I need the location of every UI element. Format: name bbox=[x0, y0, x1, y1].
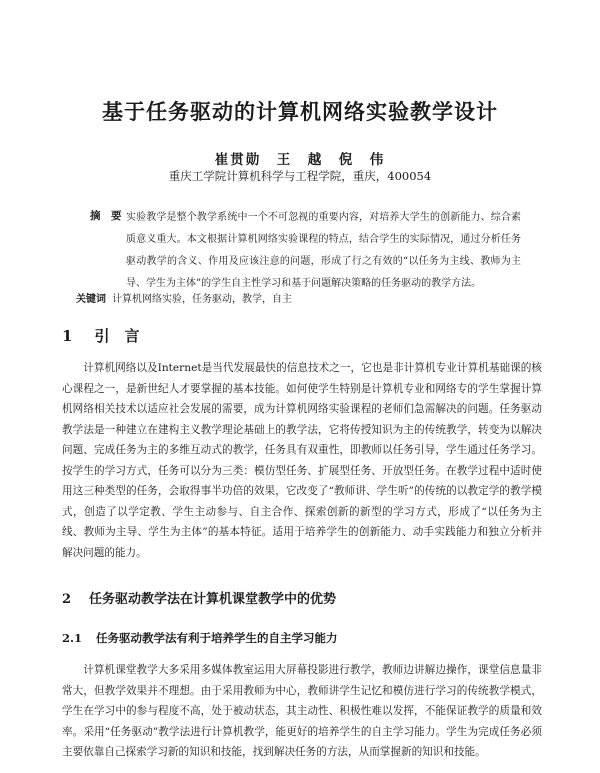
introduction-paragraph: 计算机网络以及Internet是当代发展最快的信息技术之一，它也是非计算机专业计算机基础课的核心课程之一，是新世纪人才要掌握的基本技能。如何使学生特别是计算机专业和网络专的学生掌握计算机网络相关技术以适应社会发展的需要，成为计算机网络实验课程的老师们急需解决的问题。任务驱动教学法是一种建立在建构主义教学理论基础上的教学法，它将传授知识为主的传统教学，转变为以解决问题、完成任务为主的多维互动式的教学，任务具有双重性，即教师以任务引导，学生通过任务学习。按学生的学习方式，任务可以分为三类：模仿型任务、扩展型任务、开放型任务。在教学过程中适时使用这三种类型的任务，会取得事半功倍的效果，它改变了“教师讲、学生听”的传统的以教定学的教学模式，创造了以学定教、学生主动参与、自主合作、探索创新的新型的学习方式，形成了“以任务为主线、教师为主导、学生为主体”的基本特征。适用于培养学生的创新能力、动手实践能力和独立分析并解决问题的能力。 bbox=[62, 362, 542, 559]
keywords-text: 计算机网络实验，任务驱动，教学，自主 bbox=[112, 294, 292, 305]
subsection-title: 任务驱动教学法有利于培养学生的自主学习能力 bbox=[96, 631, 338, 645]
paper-title: 基于任务驱动的计算机网络实验教学设计 bbox=[102, 100, 498, 124]
subsection-number: 2.1 bbox=[62, 631, 83, 645]
abstract-label: 摘 要 bbox=[90, 210, 122, 222]
subsection-heading-autonomy bbox=[62, 630, 338, 646]
section-title: 引 言 bbox=[94, 327, 140, 345]
section-heading-advantages bbox=[62, 588, 336, 607]
author-list: 崔贯勋 王 越 倪 伟 bbox=[214, 152, 386, 168]
section-title: 任务驱动教学法在计算机课堂教学中的优势 bbox=[89, 592, 337, 607]
affiliation: 重庆工学院计算机科学与工程学院，重庆，400054 bbox=[168, 169, 432, 183]
section-number: 2 bbox=[62, 592, 72, 607]
abstract-text: 实验教学是整个教学系统中一个不可忽视的重要内容，对培养大学生的创新能力、综合素质意义重大。本文根据计算机网络实验课程的特点，结合学生的实际情况，通过分析任务驱动教学的含义、作用及应该注意的问题，形成了行之有效的“以任务为主线、教师为主导、学生为主体”的学生自主性学习和基于问题解决策略的任务驱动的教学方法。 bbox=[126, 212, 521, 289]
keywords bbox=[76, 290, 526, 305]
section-heading-introduction bbox=[62, 325, 139, 346]
keywords-label: 关键词 bbox=[76, 294, 106, 305]
subsection-paragraph: 计算机课堂教学大多采用多媒体教室运用大屏幕投影进行教学，教师边讲解边操作，课堂信息量非常大，但教学效果并不理想。由于采用教师为中心，教师讲学生记忆和模仿进行学习的传统教学模式，学生在学习中的参与程度不高，处于被动状态，其主动性、积极性难以发挥，不能保证教学的质量和效率。采用“任务驱动”教学法进行计算机教学，能更好的培养学生的自主学习能力。学生为完成任务必须主要依靠自己探索学习新的知识和技能，找到解决任务的方法，从而掌握新的知识和技能。 bbox=[62, 664, 542, 758]
section-number: 1 bbox=[62, 327, 73, 345]
